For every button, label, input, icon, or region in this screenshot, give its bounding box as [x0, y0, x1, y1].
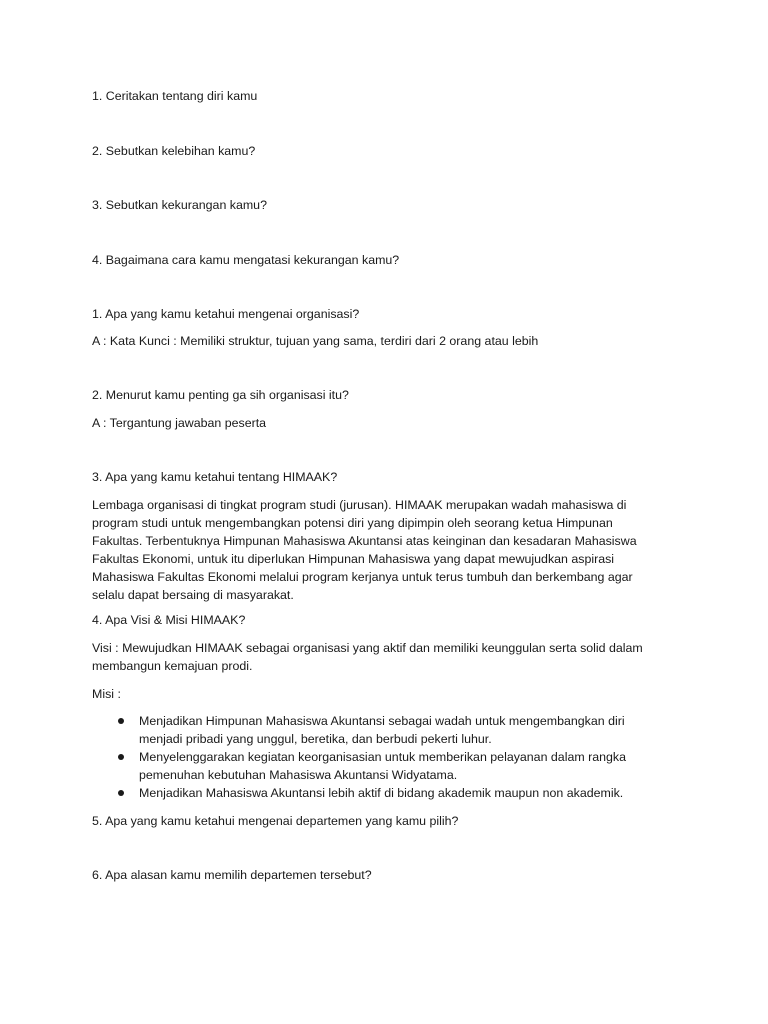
himaak-description	[92, 496, 672, 604]
org-question-4: 4. Apa Visi & Misi HIMAAK?	[92, 613, 246, 627]
misi-item-line: Menjadikan Mahasiswa Akuntansi lebih aktif di bidang akademik maupun non akademik.	[139, 786, 624, 800]
misi-item-line: Menyelenggarakan kegiatan keorganisasian untuk memberikan pelayanan dalam rangka	[139, 750, 626, 764]
misi-item-line: menjadi pribadi yang unggul, beretika, dan berbudi pekerti luhur.	[139, 732, 492, 746]
question-2: 2. Sebutkan kelebihan kamu?	[92, 144, 256, 158]
bullet-icon	[118, 754, 124, 760]
question-1: 1. Ceritakan tentang diri kamu	[92, 89, 258, 103]
question-3: 3. Sebutkan kekurangan kamu?	[92, 198, 267, 212]
list-item	[92, 748, 692, 784]
misi-label: Misi :	[92, 687, 121, 701]
question-4: 4. Bagaimana cara kamu mengatasi kekurangan kamu?	[92, 253, 400, 267]
himaak-line: Fakultas. Terbentuknya Himpunan Mahasiswa Akuntansi atas keinginan dan kesadaran Mahasiswa	[92, 534, 637, 548]
list-item	[92, 784, 692, 802]
himaak-line: Lembaga organisasi di tingkat program studi (jurusan). HIMAAK merupakan wadah mahasiswa di	[92, 498, 627, 512]
visi-line: Visi : Mewujudkan HIMAAK sebagai organisasi yang aktif dan memiliki keunggulan serta solid dalam	[92, 641, 643, 655]
org-question-2: 2. Menurut kamu penting ga sih organisasi itu?	[92, 388, 349, 402]
visi-text	[92, 639, 672, 675]
misi-item-line: Menjadikan Himpunan Mahasiswa Akuntansi sebagai wadah untuk mengembangkan diri	[139, 714, 625, 728]
visi-line: membangun kemajuan prodi.	[92, 659, 253, 673]
himaak-line: program studi untuk mengembangkan potensi diri yang dipimpin oleh seorang ketua Himpunan	[92, 516, 613, 530]
bullet-icon	[118, 718, 124, 724]
org-answer-2: A : Tergantung jawaban peserta	[92, 416, 267, 430]
org-question-6: 6. Apa alasan kamu memilih departemen tersebut?	[92, 868, 372, 882]
org-question-1: 1. Apa yang kamu ketahui mengenai organisasi?	[92, 307, 360, 321]
misi-item-line: pemenuhan kebutuhan Mahasiswa Akuntansi Widyatama.	[139, 768, 458, 782]
bullet-icon	[118, 790, 124, 796]
org-question-5: 5. Apa yang kamu ketahui mengenai departemen yang kamu pilih?	[92, 814, 459, 828]
himaak-line: selalu dapat bersaing di masyarakat.	[92, 588, 294, 602]
himaak-line: Fakultas Ekonomi, untuk itu diperlukan Himpunan Mahasiswa yang dapat mewujudkan aspirasi	[92, 552, 615, 566]
org-answer-1: A : Kata Kunci : Memiliki struktur, tujuan yang sama, terdiri dari 2 orang atau lebih	[92, 334, 539, 348]
himaak-line: Mahasiswa Fakultas Ekonomi melalui program kerjanya untuk terus tumbuh dan berkembang agar	[92, 570, 633, 584]
org-question-3: 3. Apa yang kamu ketahui tentang HIMAAK?	[92, 470, 338, 484]
list-item	[92, 712, 692, 748]
misi-list	[92, 712, 692, 802]
